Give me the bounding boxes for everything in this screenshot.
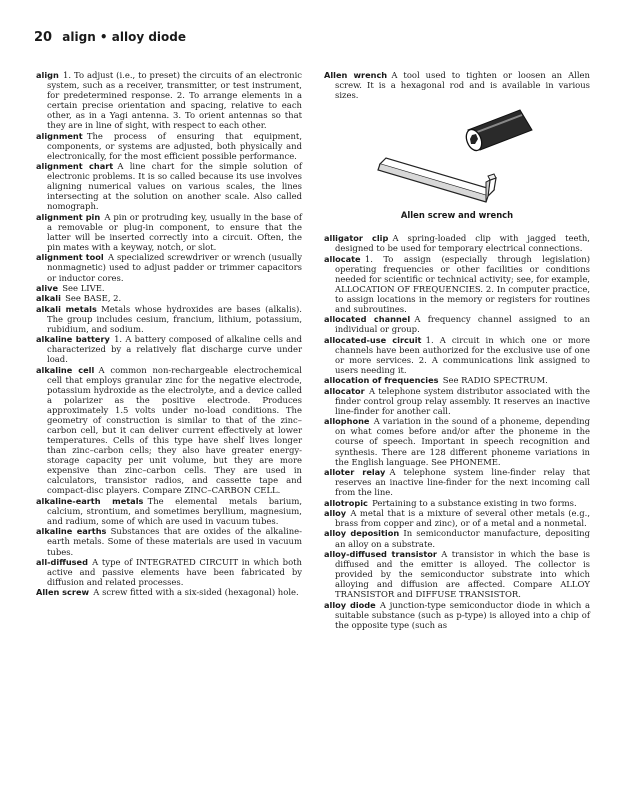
entry-term: alkali metals — [36, 303, 97, 314]
entry-term: alignment pin — [36, 211, 101, 222]
entry-definition: 1. A circuit in which one or more channels have been authorized for the exclusive use of one or more services. 2. A communications link assigned to users needing it. — [335, 334, 591, 375]
entry-term: alkaline battery — [36, 334, 110, 345]
dictionary-entry — [324, 375, 590, 385]
entry-definition: A telephone system line-finder relay that reserves an inactive line-finder for the next incoming call from the line. — [335, 467, 591, 498]
entry-term: alloy diode — [324, 599, 376, 610]
entry-definition: The process of ensuring that equipment, components, or systems are adjusted, both physically and electronically, for the most efficient possible performance. — [47, 130, 302, 161]
dictionary-entry — [324, 233, 590, 253]
dictionary-entry — [36, 70, 302, 130]
entry-term: allocated channel — [324, 314, 411, 325]
entry-definition: Substances that are oxides of the alkaline-earth metals. Some of these materials are used in vacuum tubes. — [47, 526, 302, 557]
entry-definition: A frequency channel assigned to an individual or group. — [335, 314, 591, 335]
entry-definition: See BASE, 2. — [65, 293, 122, 304]
dictionary-entry — [36, 526, 302, 556]
dictionary-entry — [324, 528, 590, 548]
entry-term: alignment tool — [36, 252, 104, 263]
entry-definition: A line chart for the simple solution of electronic problems. It is so called because its use involves aligning numerical values on various scales, the lines intersecting at the solution on another scale. Also called nomograph. — [47, 161, 302, 212]
entry-term: alkaline-earth metals — [36, 495, 144, 506]
allen-wrench-illustration-icon — [372, 104, 542, 208]
page-number: 20 — [34, 30, 53, 45]
dictionary-entry — [324, 600, 590, 630]
dictionary-entry — [36, 334, 302, 364]
entry-definition: A pin or protruding key, usually in the base of a removable or plug-in component, to ensure that the latter will be inserted correctly into a circuit. Often, the pin mates with a keyway, notch, or slot. — [47, 211, 302, 252]
dictionary-entry — [36, 365, 302, 496]
right-column — [324, 70, 590, 630]
dictionary-entry — [36, 557, 302, 587]
entry-definition: A metal that is a mixture of several other metals (e.g., brass from copper and zinc), or of a metal and a nonmetal. — [335, 507, 590, 529]
dictionary-entry — [36, 252, 302, 282]
entry-term: allocator — [324, 385, 365, 396]
dictionary-entry — [324, 335, 590, 375]
entry-term: alloy-diffused transistor — [324, 548, 437, 559]
entry-definition: A junction-type semiconductor diode in which a suitable substance (such as p-type) is alloyed into a chip of the opposite type (such as — [335, 599, 591, 630]
dictionary-entry — [36, 304, 302, 334]
entry-term: alkaline earths — [36, 526, 107, 537]
entry-definition: A spring-loaded clip with jagged teeth, designed to be used for temporary electrical connections. — [335, 233, 590, 254]
dictionary-entry — [324, 70, 590, 100]
entry-definition: 1. A battery composed of alkaline cells and characterized by a relatively flat discharge curve under load. — [47, 334, 302, 365]
entry-term: all-diffused — [36, 556, 88, 567]
running-title: align • alloy diode — [62, 30, 187, 44]
entry-definition: 1. To assign (especially through legislation) operating frequencies or other facilities or conditions needed for scientific or technical activity; see, for example, ALLOCATION OF FREQUENCIES. 2. In computer practice, to assign locations in the memory or registers for routines and subroutines. — [335, 253, 590, 314]
dictionary-entry — [324, 314, 590, 334]
entry-definition: Metals whose hydroxides are bases (alkalis). The group includes cesium, francium, lithium, potassium, rubidium, and sodium. — [47, 303, 302, 334]
entry-definition: A screw fitted with a six-sided (hexagonal) hole. — [93, 587, 299, 598]
entry-definition: Pertaining to a substance existing in two forms. — [372, 497, 577, 508]
entry-definition: A specialized screwdriver or wrench (usually nonmagnetic) used to adjust padder or trimmer capacitors or inductor cores. — [47, 252, 302, 283]
dictionary-entry — [36, 212, 302, 252]
dictionary-entry — [36, 293, 302, 303]
dictionary-entry — [324, 508, 590, 528]
entry-definition: The elemental metals barium, calcium, strontium, and sometimes beryllium, magnesium, and radium, some of which are used in vacuum tubes. — [47, 495, 302, 526]
figure — [324, 104, 590, 220]
entry-definition: 1. To adjust (i.e., to preset) the circuits of an electronic system, such as a receiver, transmitter, or test instrument, for predetermined response. 2. To arrange elements in a certain precise orientation and spacing, relative to each other, as in a Yagi antenna. 3. To orient antennas so that they are in line of sight, with respect to each other. — [47, 70, 302, 131]
entry-term: allocation of frequencies — [324, 375, 439, 386]
entry-term: alkaline cell — [36, 364, 95, 375]
entry-term: allocate — [324, 253, 361, 264]
dictionary-entry — [324, 254, 590, 314]
entry-term: allocated-use circuit — [324, 334, 422, 345]
dictionary-entry — [36, 283, 302, 293]
entry-definition: See LIVE. — [62, 282, 105, 293]
figure-caption: Allen screw and wrench — [400, 210, 514, 221]
entry-definition: A telephone system distributor associated with the finder control group relay assembly. It reserves an inactive line-finder for another call. — [335, 385, 590, 416]
dictionary-entry — [324, 467, 590, 497]
entry-definition: See RADIO SPECTRUM. — [442, 375, 548, 386]
entry-term: Allen wrench — [324, 70, 388, 80]
entry-definition: A type of INTEGRATED CIRCUIT in which both active and passive elements have been fabricated by diffusion and related processes. — [47, 556, 302, 588]
running-header — [34, 30, 186, 45]
dictionary-entry — [36, 496, 302, 526]
entry-definition: A tool used to tighten or loosen an Allen screw. It is a hexagonal rod and is available in various sizes. — [335, 70, 590, 101]
entry-term: alloy deposition — [324, 528, 400, 539]
entry-term: alignment — [36, 130, 83, 141]
entry-term: allophone — [324, 416, 370, 427]
entry-definition: A variation in the sound of a phoneme, depending on what comes before and/or after the phoneme in the course of speech. Important in speech recognition and synthesis. There are 128 different phoneme variations in the English language. See PHONEME. — [335, 416, 590, 467]
entry-term: align — [36, 70, 59, 80]
dictionary-entry — [324, 498, 590, 508]
left-column — [36, 70, 302, 598]
dictionary-entry — [36, 161, 302, 211]
right-column-top — [324, 70, 590, 100]
dictionary-entry — [324, 386, 590, 416]
dictionary-entry — [36, 587, 302, 597]
dictionary-entry — [324, 416, 590, 466]
entry-definition: A transistor in which the base is diffused and the emitter is alloyed. The collector is provided by the semiconductor substrate into which alloying and diffusion are affected. Compare ALLOY TRANSISTOR and DIFFUSE TRANSISTOR. — [335, 548, 591, 600]
entry-term: alligator clip — [324, 233, 389, 244]
entry-term: Allen screw — [36, 587, 90, 598]
entry-term: alloy — [324, 507, 347, 518]
entry-term: alive — [36, 282, 59, 293]
entry-term: alloter relay — [324, 467, 386, 477]
entry-definition: In semiconductor manufacture, depositing an alloy on a substrate. — [335, 528, 590, 549]
right-column-bottom — [324, 233, 590, 630]
entry-definition: A common non-rechargeable electrochemical cell that employs granular zinc for the negative electrode, potassium hydroxide as the electrolyte, and a device called a polarizer as the positive electrode. Produces approximately 1.5 volts under no-load conditions. The geometry of construction is similar to that of the zinc–carbon cell, but it can deliver current effectively at lower temperatures. Cells of this type have shelf lives longer than zinc–carbon cells; they also have greater energy-storage capacity per unit volume, but they are more expensive than zinc–carbon cells. They are used in calculators, transistor radios, and cassette tape and compact-disc players. Compare ZINC–CARBON CELL. — [47, 364, 303, 496]
entry-term: alkali — [36, 293, 61, 304]
dictionary-entry — [324, 549, 590, 599]
entry-term: alignment chart — [36, 161, 114, 172]
dictionary-entry — [36, 131, 302, 161]
entry-term: allotropic — [324, 497, 368, 508]
